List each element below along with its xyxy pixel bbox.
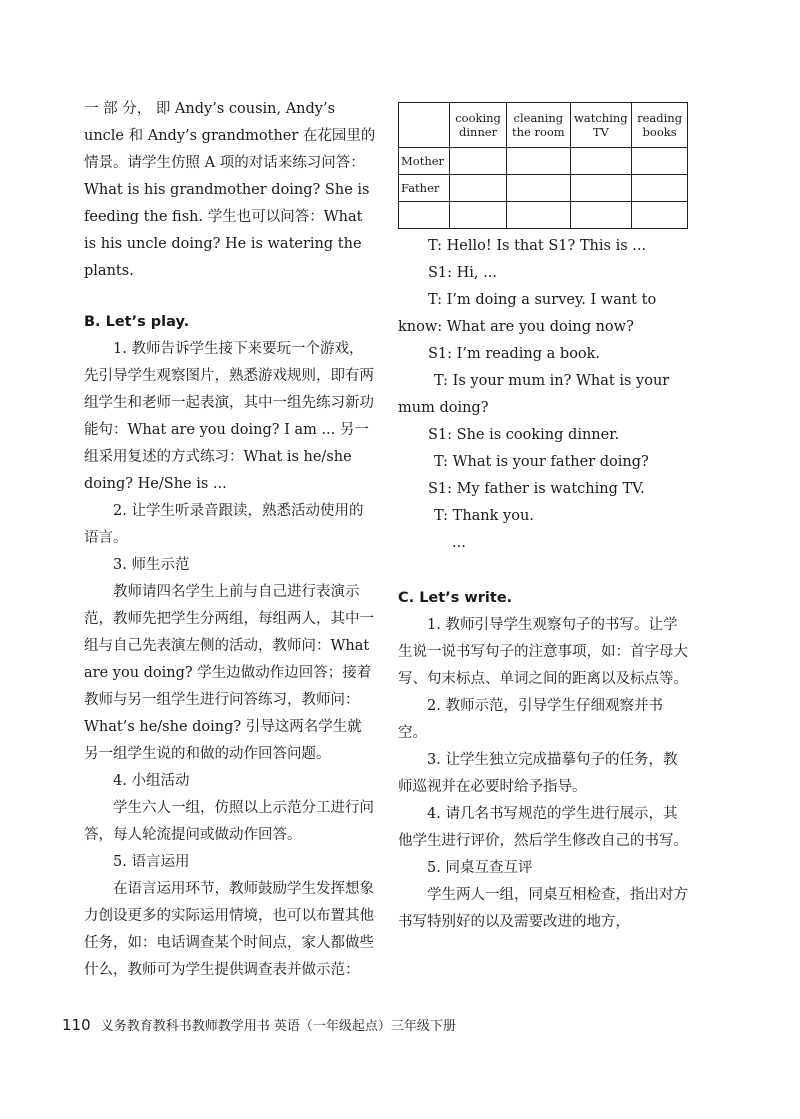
survey-header-cleaning: cleaning the room: [507, 103, 570, 148]
b4-title: 4. 小组活动: [113, 773, 190, 789]
survey-cell: [570, 148, 632, 175]
dialogue-line: T: Thank you.: [434, 508, 534, 524]
survey-cell: [450, 148, 507, 175]
c3-paragraph: 3. 让学生独立完成描摹句子的任务，教师巡视并在必要时给予指导。: [398, 752, 678, 795]
page-number: 110: [62, 1016, 91, 1034]
survey-table-header-row: [399, 103, 688, 148]
book-title: 义务教育教科书教师教学用书 英语（一年级起点）三年级下册: [100, 1019, 456, 1034]
survey-header-cooking: cooking dinner: [450, 103, 507, 148]
dialogue-line: S1: I’m reading a book.: [428, 346, 601, 362]
page-footer: [62, 1015, 702, 1037]
c2-paragraph: 2. 教师示范，引导学生仔细观察并书空。: [398, 698, 663, 741]
dialogue-line: S1: She is cooking dinner.: [428, 427, 620, 443]
survey-cell: [570, 175, 632, 202]
survey-cell: [632, 202, 688, 229]
left-column: [84, 96, 376, 984]
survey-cell: [450, 202, 507, 229]
dialogue-line: T: I’m doing a survey. I want to know: What are you doing now?: [398, 292, 657, 335]
b5-paragraph: 在语言运用环节，教师鼓励学生发挥想象力创设更多的实际运用情境，也可以布置其他任务，如：电话调查某个时间点，家人都做些什么，教师可为学生提供调查表并做示范：: [84, 881, 374, 978]
survey-cell: [507, 148, 570, 175]
c1-paragraph: 1. 教师引导学生观察句子的书写。让学生说一说书写句子的注意事项，如：首字母大写、句末标点、单词之间的距离以及标点等。: [398, 617, 688, 687]
c4-paragraph: 4. 请几名书写规范的学生进行展示，其他学生进行评价，然后学生修改自己的书写。: [398, 806, 688, 849]
survey-row-label: Mother: [399, 148, 450, 175]
table-row: [399, 175, 688, 202]
survey-row-label: [399, 202, 450, 229]
b1-paragraph: 1. 教师告诉学生接下来要玩一个游戏，先引导学生观察图片，熟悉游戏规则，即有两组学生和老师一起表演，其中一组先练习新功能句：What are you doing? I am ... 另一组采用复述的方式练习：What is he/she doing? He/She is ...: [84, 341, 374, 492]
right-column: [398, 102, 690, 936]
dialogue-line: T: Is your mum in? What is your mum doing?: [398, 373, 670, 416]
b5-title: 5. 语言运用: [113, 854, 190, 870]
section-b-heading: B. Let’s play.: [84, 314, 190, 330]
table-row: [399, 202, 688, 229]
survey-cell: [507, 175, 570, 202]
intro-paragraph: 一 部 分， 即 Andy’s cousin, Andy’s uncle 和 Andy’s grandmother 在花园里的情景。请学生仿照 A 项的对话来练习问答：What is his grandmother doing? She is feeding the fish. 学生也可以问答：What is his uncle doing? He is watering the plants.: [84, 101, 376, 279]
survey-row-label: Father: [399, 175, 450, 202]
dialogue-line: S1: My father is watching TV.: [428, 481, 645, 497]
b3-title: 3. 师生示范: [113, 557, 190, 573]
survey-cell: [507, 202, 570, 229]
dialogue-line: T: What is your father doing?: [434, 454, 649, 470]
b2-paragraph: 2. 让学生听录音跟读，熟悉活动使用的语言。: [84, 503, 364, 546]
b4-paragraph: 学生六人一组，仿照以上示范分工进行问答，每人轮流提问或做动作回答。: [84, 800, 374, 843]
c5-title: 5. 同桌互查互评: [427, 860, 533, 876]
survey-cell: [632, 148, 688, 175]
dialogue-ellipsis: ...: [452, 535, 466, 551]
c5-paragraph: 学生两人一组，同桌互相检查，指出对方书写特别好的以及需要改进的地方，: [398, 887, 688, 930]
survey-cell: [632, 175, 688, 202]
section-c-heading: C. Let’s write.: [398, 590, 513, 606]
survey-cell: [570, 202, 632, 229]
b3-paragraph: 教师请四名学生上前与自己进行表演示范，教师先把学生分两组，每组两人，其中一组与自己先表演左侧的活动，教师问：What are you doing? 学生边做动作边回答；接着教师与另一组学生进行问答练习，教师问：What’s he/she doing? 引导这两名学生就另一组学生说的和做的动作回答问题。: [84, 584, 374, 762]
survey-header-watching: watching TV: [570, 103, 632, 148]
survey-table: [398, 102, 688, 229]
dialogue-line: T: Hello! Is that S1? This is ...: [428, 238, 647, 254]
survey-cell: [450, 175, 507, 202]
survey-header-reading: reading books: [632, 103, 688, 148]
dialogue-line: S1: Hi, ...: [428, 265, 497, 281]
survey-table-corner: [399, 103, 450, 148]
table-row: [399, 148, 688, 175]
